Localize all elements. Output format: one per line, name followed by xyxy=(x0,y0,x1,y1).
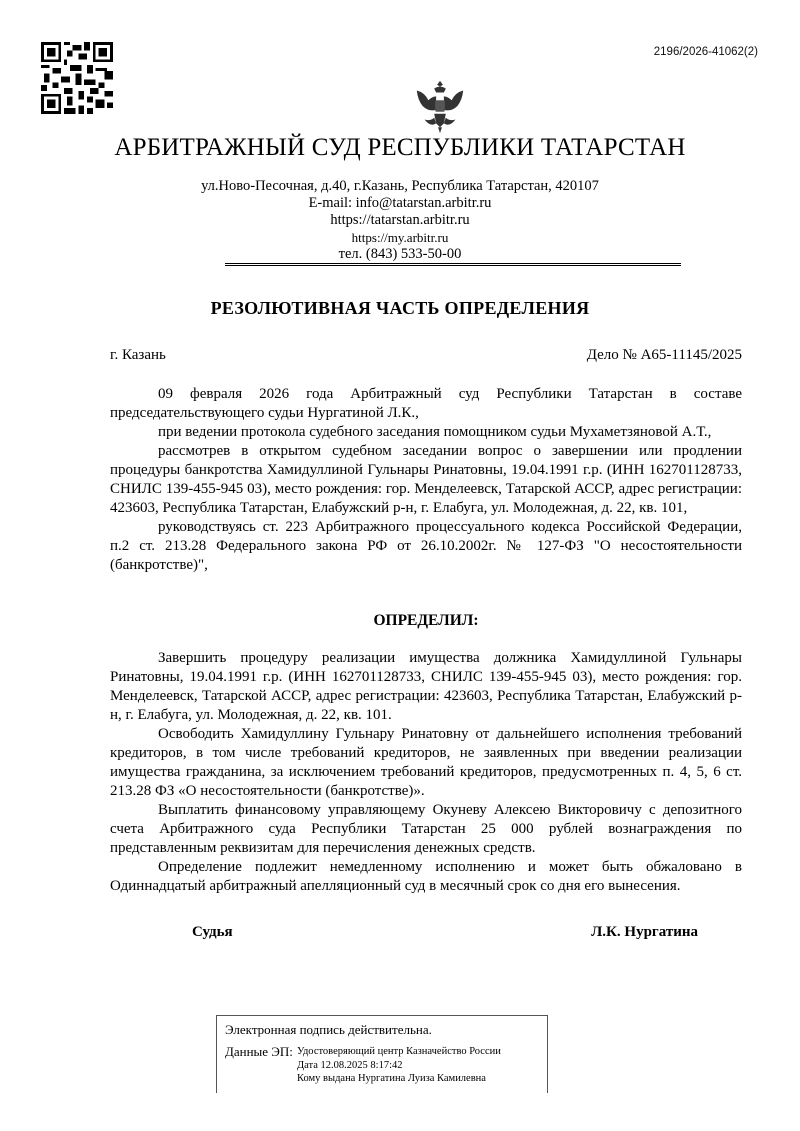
e-signature-status: Электронная подпись действительна. xyxy=(225,1022,432,1037)
intro-paragraph: рассмотрев в открытом судебном заседании вопрос о завершении или продлении процедуры банкротства Хамидуллиной Гульнары Ринатовны, 19.04.1991 г.р. (ИНН 162701128733, СНИЛС 139-455-945 03), место рождения: гор. Менделеевск, Татарской АССР, адрес регистрации: 423603, Республика Татарстан, Елабужский р-н, г. Елабуга, ул. Молодежная, д. 22, кв. 101, xyxy=(110,443,742,516)
signature-name: Л.К. Нургатина xyxy=(591,924,698,940)
court-contacts xyxy=(0,178,800,263)
case-number: Дело № А65-11145/2025 xyxy=(586,347,742,363)
ruling-paragraph: Завершить процедуру реализации имущества должника Хамидуллиной Гульнары Ринатовны, 19.04.1991 г.р. (ИНН 162701128733, СНИЛС 139-455-945 03), место рождения: гор. Менделеевск, Татарской АССР, адрес регистрации: 423603, Республика Татарстан, Елабужский р-н, г. Елабуга, ул. Молодежная, д. 22, кв. 101. xyxy=(110,650,742,723)
court-website: https://tatarstan.arbitr.ru xyxy=(330,212,470,228)
document-id: 2196/2026-41062(2) xyxy=(653,46,758,58)
document-title: РЕЗОЛЮТИВНАЯ ЧАСТЬ ОПРЕДЕЛЕНИЯ xyxy=(210,298,590,318)
qr-code-icon xyxy=(41,42,113,114)
coat-of-arms-icon xyxy=(411,77,469,135)
ruling-paragraph: Освободить Хамидуллину Гульнару Ринатовну от дальнейшего исполнения требований кредиторов, в том числе требований кредиторов, не заявленных при введении реализации имущества гражданина, за исключением требований кредиторов, предусмотренных п. 4, 5, 6 ст. 213.28 ФЗ «О несостоятельности (банкротстве)». xyxy=(110,726,742,799)
case-meta xyxy=(110,347,742,364)
city: г. Казань xyxy=(110,347,166,363)
signature-block xyxy=(192,924,698,941)
e-signature-label: Данные ЭП: xyxy=(225,1044,293,1059)
e-signature-owner: Кому выдана Нургатина Луиза Камилевна xyxy=(297,1073,486,1084)
document-body xyxy=(110,385,742,896)
intro-paragraph: при ведении протокола судебного заседания помощником судьи Мухаметзяновой А.Т., xyxy=(158,424,712,440)
e-signature-date: Дата 12.08.2025 8:17:42 xyxy=(297,1059,403,1071)
court-address: ул.Ново-Песочная, д.40, г.Казань, Республика Татарстан, 420107 xyxy=(201,178,599,194)
intro-paragraph: 09 февраля 2026 года Арбитражный суд Республики Татарстан в составе председательствующего судьи Нургатиной Л.К., xyxy=(110,386,742,421)
ruling-paragraph: Выплатить финансовому управляющему Окуневу Алексею Викторовичу с депозитного счета Арбитражного суда Республики Татарстан 25 000 рублей вознаграждения по представленным реквизитам для перечисления денежных средств. xyxy=(110,802,742,856)
decided-heading: ОПРЕДЕЛИЛ: xyxy=(373,612,479,629)
e-signature-details xyxy=(297,1044,501,1086)
court-email: E-mail: info@tatarstan.arbitr.ru xyxy=(308,195,492,211)
ruling-paragraph: Определение подлежит немедленному исполнению и может быть обжаловано в Одиннадцатый арбитражный апелляционный суд в месячный срок со дня его вынесения. xyxy=(110,859,742,894)
intro-paragraph: руководствуясь ст. 223 Арбитражного процессуального кодекса Российской Федерации, п.2 ст. 213.28 Федерального закона РФ от 26.10.2002г. № 127-ФЗ "О несостоятельности (банкротстве)", xyxy=(110,519,742,573)
court-name: АРБИТРАЖНЫЙ СУД РЕСПУБЛИКИ ТАТАРСТАН xyxy=(114,134,686,161)
court-phone: тел. (843) 533-50-00 xyxy=(338,246,462,262)
e-signature-stamp xyxy=(216,1015,548,1093)
court-portal: https://my.arbitr.ru xyxy=(351,230,449,245)
signature-role: Судья xyxy=(192,924,233,940)
header-divider xyxy=(225,263,681,266)
e-signature-issuer: Удостоверяющий центр Казначейство России xyxy=(297,1046,501,1057)
